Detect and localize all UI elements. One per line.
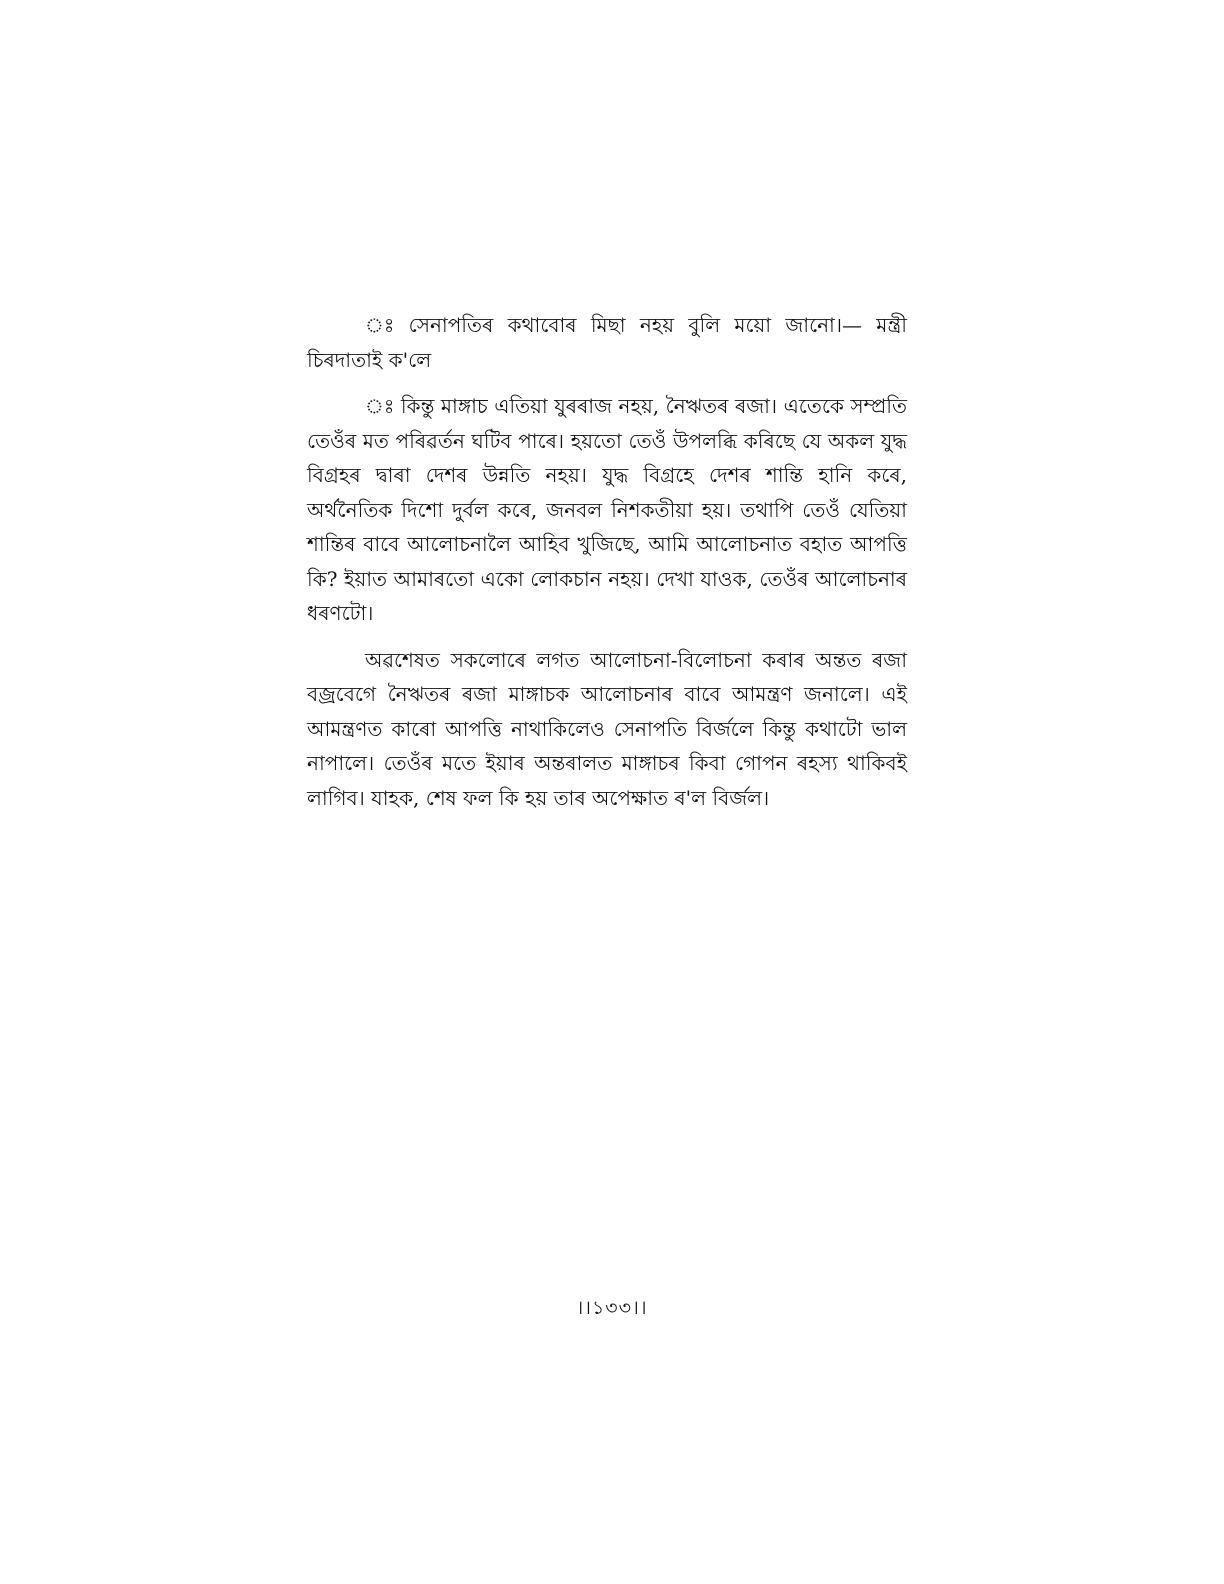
paragraph-narration: অৱশেষত সকলোৰে লগত আলোচনা-বিলোচনা কৰাৰ অন্তত ৰজা বজ্ৰবেগে নৈঋতৰ ৰজা মাঙ্গাচক আলোচনাৰ বাবে আমন্ত্ৰণ জনালে। এই আমন্ত্ৰণত কাৰো আপত্তি নাথাকিলেও সেনাপতি বিৰ্জলে কিন্তু কথাটো ভাল নাপালে। তেওঁৰ মতে ইয়াৰ অন্তৰালত মাঙ্গাচৰ কিবা গোপন ৰহস্য থাকিবই লাগিব। যাহক, শেষ ফল কি হয় তাৰ অপেক্ষাত ৰ'ল বিৰ্জল। (307, 647, 907, 810)
paragraph-dialogue-king: ঃ কিন্তু মাঙ্গাচ এতিয়া যুৰৰাজ নহয়, নৈঋতৰ ৰজা। এতেকে সম্প্ৰতি তেওঁৰ মত পৰিৱৰ্তন ঘটিব পাৰে। হয়তো তেওঁ উপলব্ধি কৰিছে যে অকল যুদ্ধ বিগ্ৰহৰ দ্বাৰা দেশৰ উন্নতি নহয়। যুদ্ধ বিগ্ৰহে দেশৰ শান্তি হানি কৰে, অৰ্থনৈতিক দিশো দুৰ্বল কৰে, জনবল নিশকতীয়া হয়। তথাপি তেওঁ যেতিয়া শান্তিৰ বাবে আলোচনালৈ আহিব খুজিছে, আমি আলোচনাত বহাত আপত্তি কি? ইয়াত আমাৰতো একো লোকচান নহয়। দেখা যাওক, তেওঁৰ আলোচনাৰ ধৰণটো। (307, 394, 907, 625)
page-number: ।।১৩৩।। (576, 1297, 648, 1319)
body-text (307, 308, 907, 827)
paragraph-dialogue-minister: ঃ সেনাপতিৰ কথাবোৰ মিছা নহয় বুলি ময়ো জানো।— মন্ত্ৰী চিৰদাতাই ক'লে (307, 313, 907, 372)
